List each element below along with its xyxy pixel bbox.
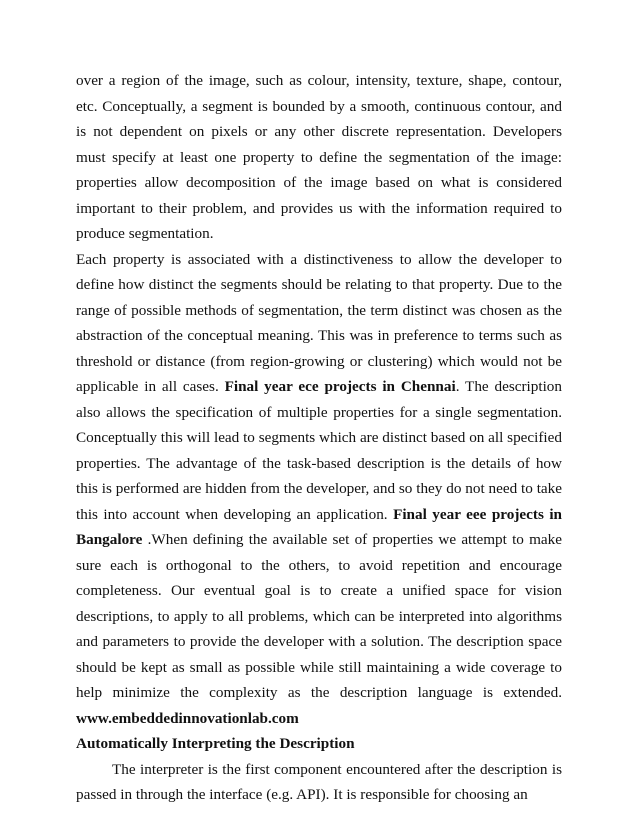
paragraph-text: Each property is associated with a distinctiveness to allow the developer to define how distinct the segments should be relating to that property. Due to the range of possible methods of segmentation, the term distinct was chosen as the abstraction of the conceptual meaning. This was in preference to terms such as threshold or distance (from region-growing or clustering) which would not be applicable in all cases. bbox=[76, 250, 562, 395]
paragraph-properties bbox=[76, 247, 562, 732]
keyword-link-bangalore: Final year eee projects in Bangalore bbox=[76, 505, 562, 548]
paragraph-intro: over a region of the image, such as colour, intensity, texture, shape, contour, etc. Conceptually, a segment is bounded by a smooth, continuous contour, and is not dependent on pixels or any other discrete representation. Developers must specify at least one property to define the segmentation of the image: properties allow decomposition of the image based on what is considered important to their problem, and provides us with the information required to produce segmentation. bbox=[76, 72, 562, 242]
section-heading: Automatically Interpreting the Description bbox=[76, 735, 355, 752]
document-page bbox=[76, 68, 562, 808]
paragraph-text: .When defining the available set of properties we attempt to make sure each is orthogonal to the others, to avoid repetition and encourage completeness. Our eventual goal is to create a unified space for vision descriptions, to apply to all problems, which can be interpreted into algorithms and parameters to provide the developer with a solution. The description space should be kept as small as possible while still maintaining a wide coverage to help minimize the complexity as the description language is extended. bbox=[76, 531, 562, 701]
paragraph-interpreter: The interpreter is the first component encountered after the description is passed in through the interface (e.g. API). It is responsible for choosing an bbox=[76, 760, 562, 803]
paragraph-text: . The description also allows the specification of multiple properties for a single segmentation. Conceptually this will lead to segments which are distinct based on all specified properties. The advantage of the task-based description is the details of how this is performed are hidden from the developer, and so they do not need to take this into account when developing an application. bbox=[76, 378, 562, 523]
keyword-link-chennai: Final year ece projects in Chennai bbox=[224, 378, 456, 395]
website-link: www.embeddedinnovationlab.com bbox=[76, 709, 299, 727]
